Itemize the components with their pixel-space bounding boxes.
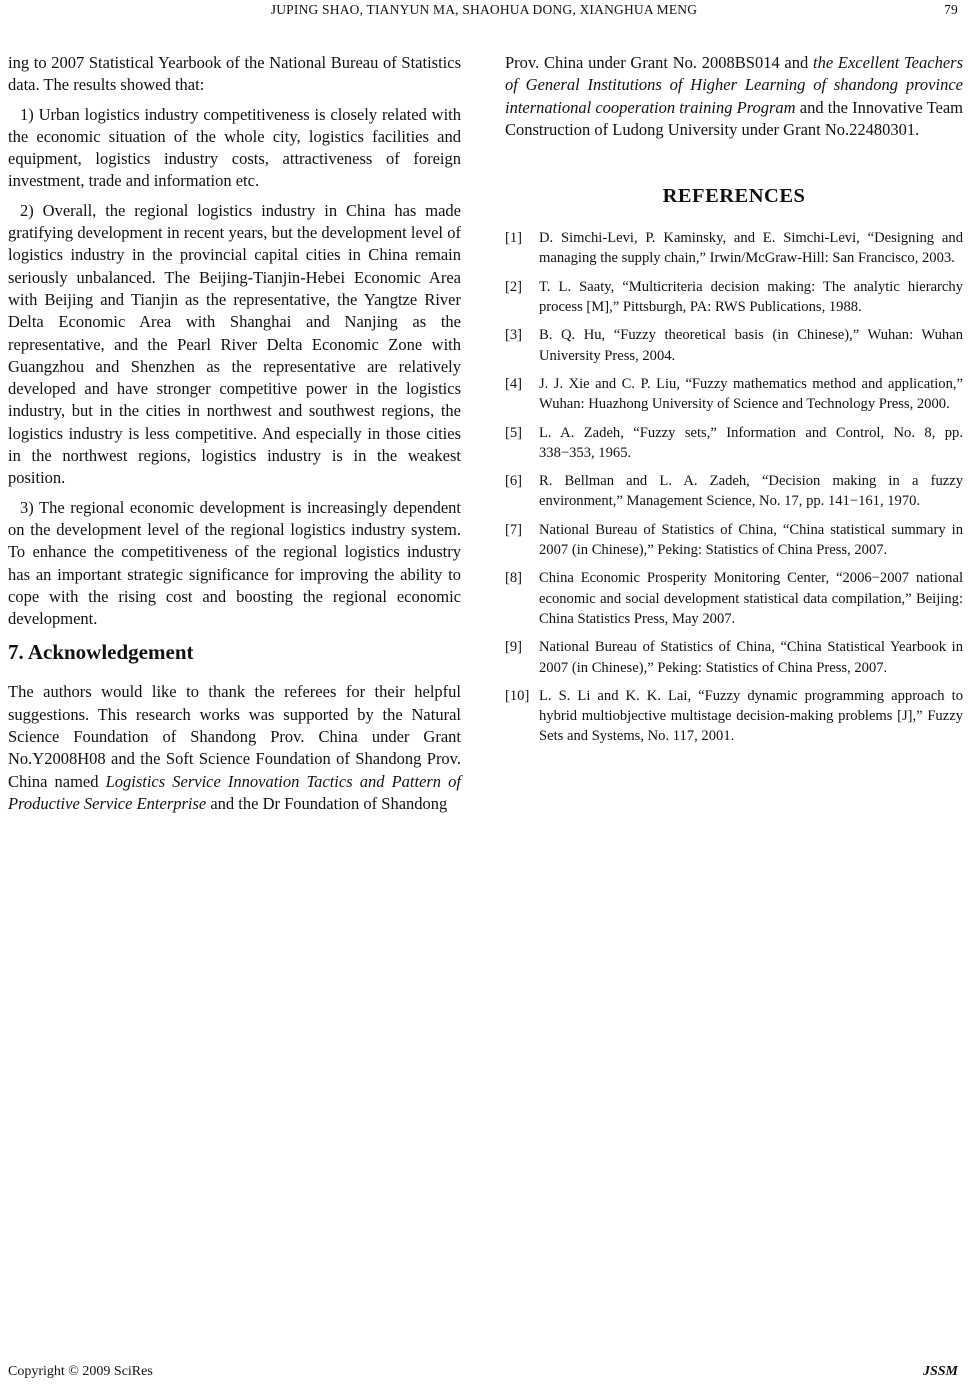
reference-number: [8]: [505, 570, 523, 587]
reference-text: National Bureau of Statistics of China, “China statistical summary in 2007 (in Chinese),” Peking: Statistics of China Press, 2007.: [539, 521, 963, 559]
reference-item: [505, 471, 963, 512]
left-column: [8, 52, 461, 822]
journal-abbreviation: JSSM: [922, 1364, 958, 1379]
ack-italic-title: Logistics Service Innovation Tactics and Pattern of Productive Service Enterprise: [8, 771, 461, 813]
reference-item: [505, 637, 963, 678]
copyright-notice: Copyright © 2009 SciRes: [8, 1364, 153, 1379]
header-authors: JUPING SHAO, TIANYUN MA, SHAOHUA DONG, XIANGHUA MENG: [270, 2, 698, 17]
ack-text-a: The authors would like to thank the referees for their helpful suggestions. This research works was supported by the Natural Science Foundation of Shandong Prov. China under Grant No.Y2008H08 and the Soft Science Foundation of Shandong Prov. China named: [8, 682, 461, 791]
reference-number: [5]: [505, 424, 523, 441]
reference-item: [505, 374, 963, 415]
ack-text-d: and the Innovative Team Construction of Ludong University under Grant No.22480301.: [505, 97, 963, 139]
reference-number: [2]: [505, 278, 523, 295]
section-heading-acknowledgement: 7. Acknowledgement: [8, 640, 194, 665]
reference-text: T. L. Saaty, “Multicriteria decision making: The analytic hierarchy process [M],” Pittsburgh, PA: RWS Publications, 1988.: [539, 278, 963, 316]
paragraph-finding-1: 1) Urban logistics industry competitiveness is closely related with the economic situation of the whole city, logistics facilities and equipment, logistics industry costs, attractiveness of foreign investment, trade and information etc.: [8, 104, 461, 191]
reference-item: [505, 325, 963, 366]
paragraph-intro: ing to 2007 Statistical Yearbook of the National Bureau of Statistics data. The results showed that:: [8, 53, 461, 95]
paragraph-finding-2: 2) Overall, the regional logistics industry in China has made gratifying development in recent years, but the development level of logistics industry in the provincial capital cities in China remain seriously unbalanced. The Beijing-Tianjin-Hebei Economic Area with Beijing and Tianjin as the representative, the Yangtze River Delta Economic Area with Shanghai and Nanjing as the representative, and the Pearl River Delta Economic Zone with Guangzhou and Shenzhen as the representative are relatively developed and have stronger competitive power in the logistics industry, but in the cities in northwest and southwest regions, the logistics industry is less competitive. And especially in those cities in the northwest regions, logistics industry is in the weakest position.: [8, 200, 461, 488]
reference-text: China Economic Prosperity Monitoring Center, “2006−2007 national economic and social development statistical data compilation,” Beijing: China Statistics Press, May 2007.: [539, 570, 963, 627]
reference-text: D. Simchi-Levi, P. Kaminsky, and E. Simchi-Levi, “Designing and managing the supply chain,” Irwin/McGraw-Hill: San Francisco, 2003.: [539, 230, 963, 267]
reference-text: L. S. Li and K. K. Lai, “Fuzzy dynamic programming approach to hybrid multiobjective multistage decision-making problems [J],” Fuzzy Sets and Systems, No. 117, 2001.: [539, 687, 963, 745]
reference-item: [505, 228, 963, 269]
ack-italic-program: the Excellent Teachers of General Institutions of Higher Learning of shandong province international cooperation training Program: [505, 53, 963, 117]
paragraph-acknowledgement-cont: [505, 52, 963, 141]
right-column: [505, 52, 963, 755]
ack-text-c: Prov. China under Grant No. 2008BS014 and: [505, 53, 813, 72]
reference-number: [10]: [505, 687, 530, 704]
reference-item: [505, 568, 963, 629]
reference-text: J. J. Xie and C. P. Liu, “Fuzzy mathematics method and application,” Wuhan: Huazhong University of Science and Technology Press, 2000.: [539, 375, 963, 413]
reference-number: [1]: [505, 230, 523, 247]
paragraph-acknowledgement: [8, 681, 461, 815]
reference-text: R. Bellman and L. A. Zadeh, “Decision making in a fuzzy environment,” Management Science, No. 17, pp. 141−161, 1970.: [539, 473, 963, 510]
reference-text: L. A. Zadeh, “Fuzzy sets,” Information and Control, No. 8, pp. 338−353, 1965.: [539, 424, 963, 461]
reference-item: [505, 686, 963, 747]
reference-item: [505, 277, 963, 318]
reference-number: [9]: [505, 639, 523, 656]
reference-number: [3]: [505, 327, 523, 344]
reference-number: [6]: [505, 473, 523, 490]
reference-item: [505, 423, 963, 464]
paragraph-finding-3: 3) The regional economic development is increasingly dependent on the development level of the regional logistics industry system. To enhance the competitiveness of the regional logistics industry has an important strategic significance for improving the ability to cope with the rising cost and boosting the regional economic development.: [8, 497, 461, 629]
reference-text: B. Q. Hu, “Fuzzy theoretical basis (in Chinese),” Wuhan: Wuhan University Press, 2004.: [539, 327, 963, 364]
reference-list: [505, 228, 963, 747]
running-header: [0, 0, 968, 26]
ack-text-b: and the Dr Foundation of Shandong: [206, 793, 448, 813]
reference-item: [505, 520, 963, 561]
page-number: 79: [944, 2, 958, 17]
reference-number: [7]: [505, 521, 523, 538]
reference-number: [4]: [505, 375, 523, 392]
references-heading: REFERENCES: [662, 185, 806, 208]
reference-text: National Bureau of Statistics of China, “China Statistical Yearbook in 2007 (in Chinese),” Peking: Statistics of China Press, 2007.: [539, 639, 963, 676]
